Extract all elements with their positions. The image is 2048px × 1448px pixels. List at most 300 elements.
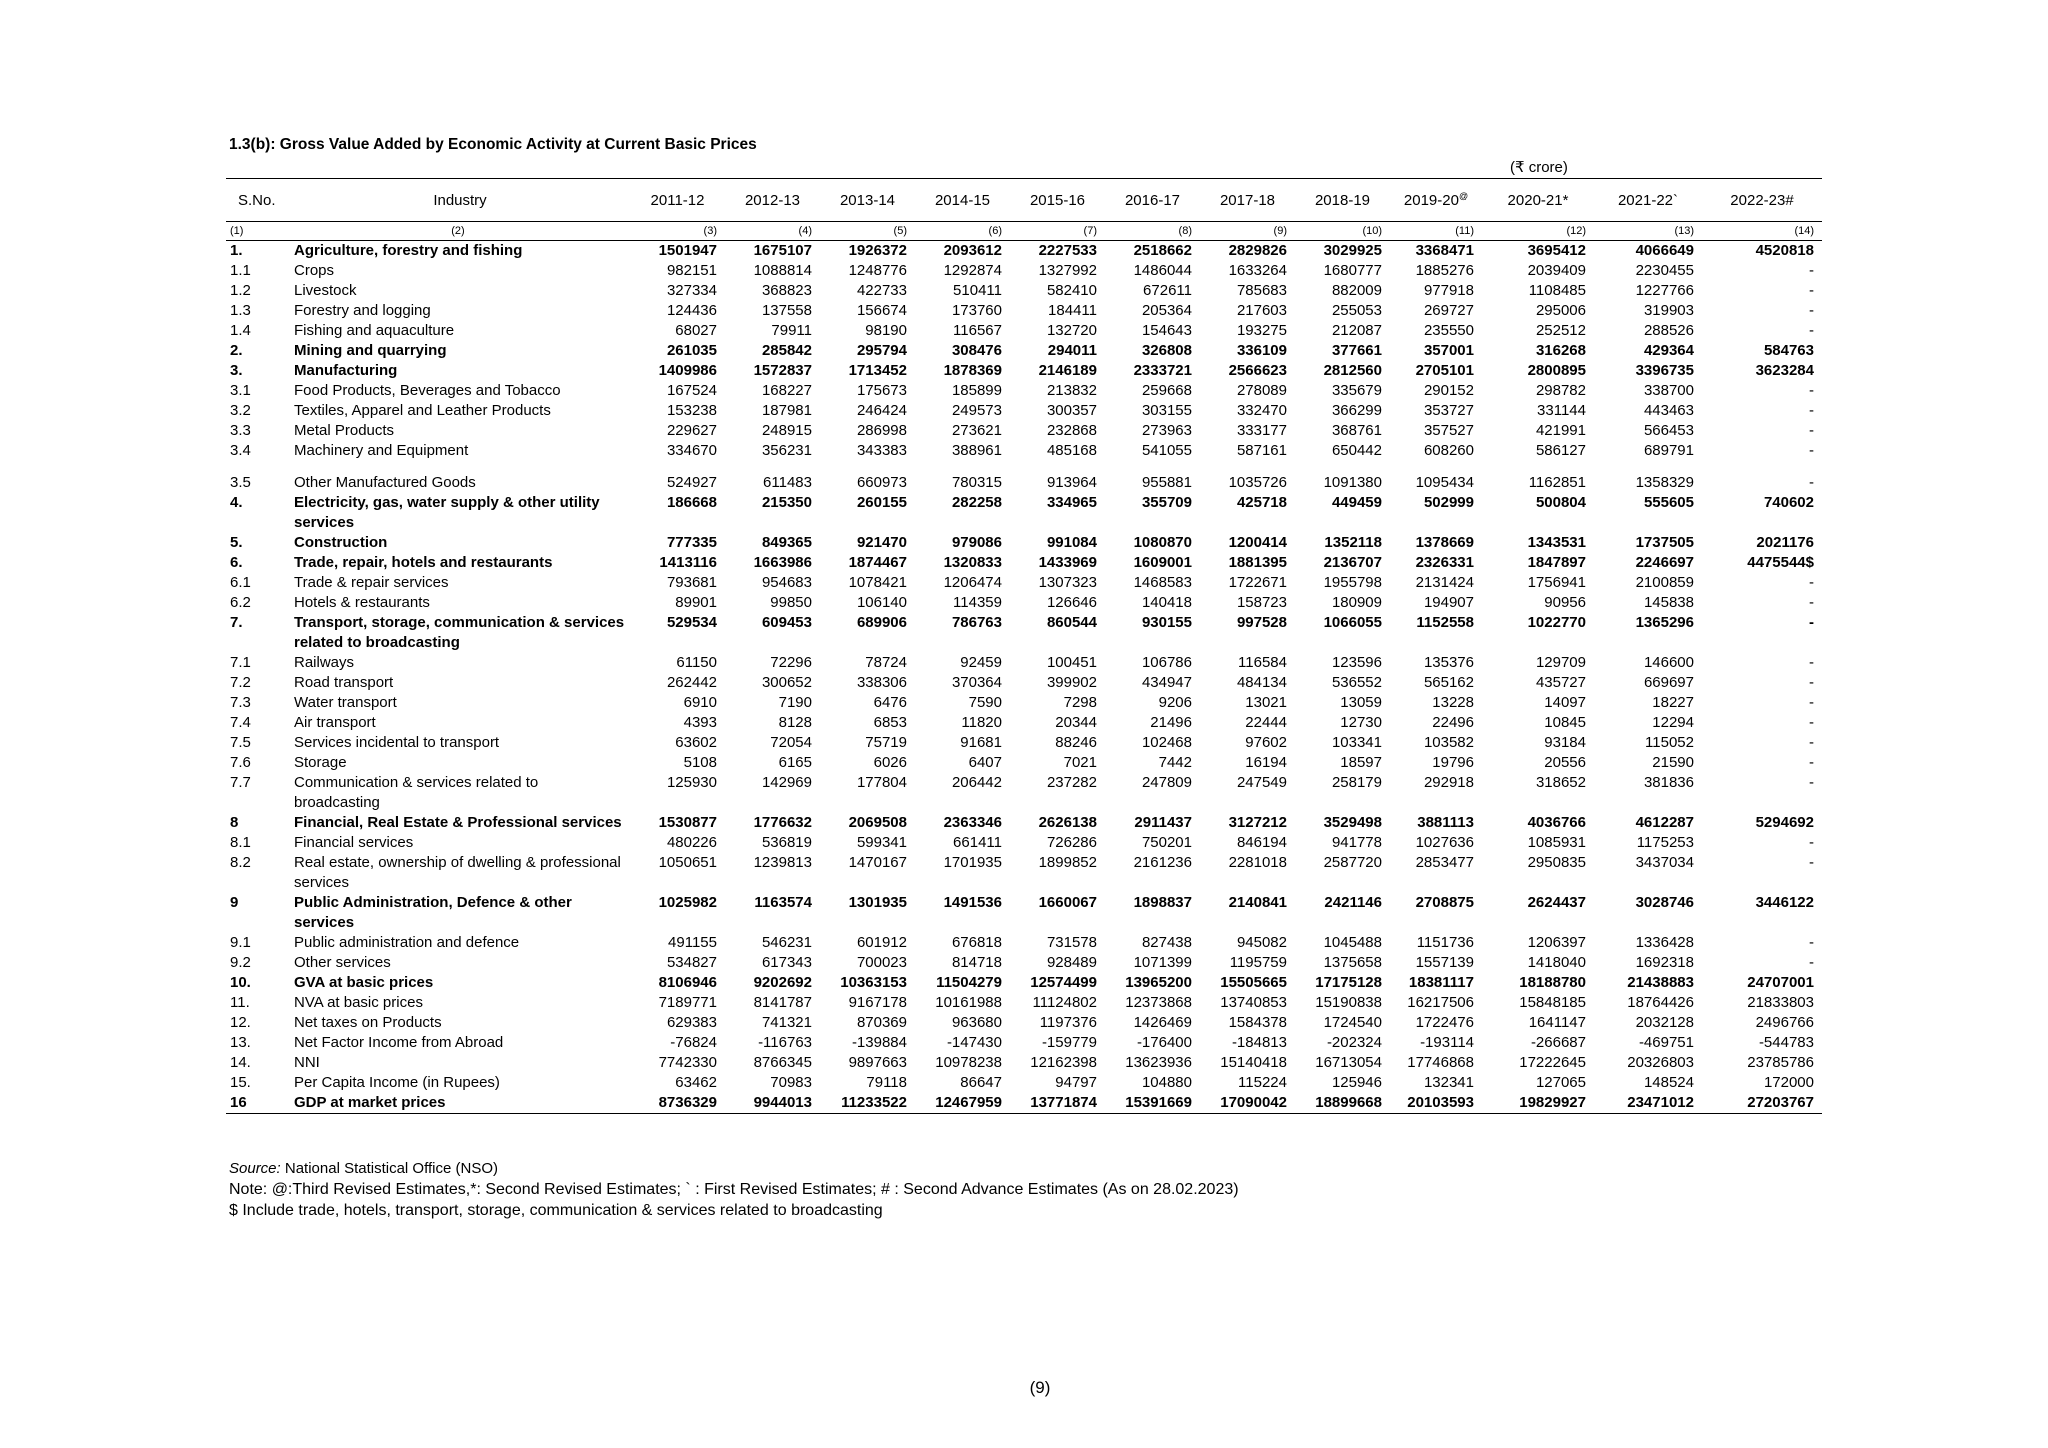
cell-industry: Net Factor Income from Abroad [294,1034,504,1051]
cell-industry: Agriculture, forestry and fishing [294,242,523,259]
cell-value: 1091380 [1323,474,1382,491]
cell-value: 1163574 [754,894,812,911]
cell-sno: 16 [226,1093,290,1114]
cell-value: 20344 [1055,714,1097,731]
cell-value: 12730 [1340,714,1382,731]
cell-value: 849365 [761,534,812,551]
cell-value: - [1809,854,1814,871]
cell-value: 1375658 [1323,954,1382,971]
cell-sno: 3.3 [230,422,251,439]
cell-value: 1713452 [848,362,907,379]
cell-value: 1248776 [848,262,907,279]
cell-sno: 5. [230,534,243,551]
cell-value: 1501947 [658,242,717,259]
table-row [226,833,1822,853]
cell-value: 3695412 [1527,242,1586,259]
cell-value: 1078421 [848,574,907,591]
cell-value: 434947 [1141,674,1192,691]
cell-value: 2496766 [1755,1014,1814,1031]
cell-value: 941778 [1331,834,1382,851]
cell-value: - [1809,282,1814,299]
cell-value: - [1809,754,1814,771]
cell-value: - [1809,734,1814,751]
cell-industry: NVA at basic prices [294,994,423,1011]
header-year: 2021-22` [1594,179,1702,222]
cell-value: 16713054 [1315,1054,1382,1071]
cell-value: 335679 [1331,382,1382,399]
cell-value: 332470 [1236,402,1287,419]
cell-value: - [1809,302,1814,319]
cell-value: 61150 [676,654,717,671]
table-row [226,853,1822,893]
cell-industry: Financial services [294,834,414,851]
cell-value: 260155 [856,494,907,511]
cell-value: 2021176 [1756,534,1814,551]
cell-value: 2800895 [1527,362,1586,379]
header-industry: Industry [290,179,630,222]
col-index: (12) [1482,222,1594,241]
cell-value: 327334 [666,282,717,299]
cell-value: 780315 [951,474,1002,491]
cell-value: 650442 [1331,442,1382,459]
cell-value: 599341 [856,834,907,851]
cell-value: 97602 [1245,734,1287,751]
cell-value: 123596 [1331,654,1382,671]
cell-value: 1737505 [1635,534,1694,551]
cell-value: 124436 [666,302,717,319]
table-row [226,813,1822,833]
cell-value: 353727 [1423,402,1474,419]
cell-value: 303155 [1141,402,1192,419]
cell-value: 555605 [1643,494,1694,511]
cell-value: 1080870 [1133,534,1192,551]
cell-value: 135376 [1423,654,1474,671]
cell-value: 672611 [1143,282,1192,299]
header-year: 2016-17 [1105,179,1200,222]
table-row [226,281,1822,301]
header-year: 2015-16 [1010,179,1105,222]
cell-sno: 3.1 [230,382,251,399]
cell-value: 2281018 [1228,854,1287,871]
cell-value: 2708875 [1415,894,1474,911]
cell-value: 2227533 [1038,242,1097,259]
cell-value: 1085931 [1527,834,1586,851]
cell-value: 316268 [1535,342,1586,359]
cell-value: -202324 [1326,1034,1382,1051]
table-row [226,401,1822,421]
cell-value: 21590 [1652,754,1694,771]
table-row [226,713,1822,733]
cell-value: 1418040 [1527,954,1586,971]
cell-value: 2950835 [1527,854,1586,871]
cell-value: 601912 [856,934,907,951]
cell-value: 13740853 [1220,994,1287,1011]
table-row [226,361,1822,381]
cell-value: 2136707 [1323,554,1382,571]
cell-sno: 7.4 [230,714,251,731]
cell-value: 676818 [951,934,1002,951]
cell-value: 298782 [1535,382,1586,399]
table-row [226,613,1822,653]
cell-value: - [1809,422,1814,439]
cell-industry: Railways [294,654,355,671]
cell-value: - [1809,714,1814,731]
cell-sno: 14. [230,1054,251,1071]
col-index: (11) [1390,222,1482,241]
cell-value: - [1809,474,1814,491]
cell-value: -116763 [758,1034,812,1051]
cell-value: - [1809,954,1814,971]
col-index: (7) [1010,222,1105,241]
cell-value: 106786 [1141,654,1192,671]
cell-value: 273621 [951,422,1002,439]
cell-industry: Per Capita Income (in Rupees) [294,1074,500,1091]
cell-value: 1847897 [1527,554,1586,571]
cell-value: - [1809,322,1814,339]
cell-value: 370364 [951,674,1002,691]
cell-industry: Air transport [294,714,376,731]
cell-value: 1239813 [753,854,812,871]
cell-sno: 1.4 [230,322,251,339]
cell-value: 1722476 [1415,1014,1474,1031]
cell-value: 4036766 [1527,814,1586,831]
header-year-sup: @ [1458,191,1469,201]
cell-value: 1095434 [1415,474,1474,491]
cell-value: 290152 [1423,382,1474,399]
cell-value: 285842 [761,342,812,359]
table-row [226,241,1822,262]
cell-value: 6165 [778,754,812,771]
cell-value: 20103593 [1390,1093,1482,1114]
cell-industry: Net taxes on Products [294,1014,442,1031]
cell-value: 326808 [1141,342,1192,359]
cell-value: 129709 [1535,654,1586,671]
cell-value: 11233522 [820,1093,915,1114]
table-row [226,493,1822,533]
table-row [226,321,1822,341]
cell-value: 2705101 [1415,362,1474,379]
cell-value: 1409986 [658,362,717,379]
cell-value: 11820 [961,714,1002,731]
cell-value: 158723 [1236,594,1287,611]
cell-value: 740602 [1763,494,1814,511]
notes [229,1158,1239,1221]
table-row [226,773,1822,813]
cell-sno: 8 [230,814,239,831]
cell-value: 1151736 [1416,934,1474,951]
cell-value: 86647 [960,1074,1002,1091]
cell-value: 997528 [1236,614,1287,631]
cell-value: 4612287 [1635,814,1694,831]
cell-value: 206442 [951,774,1002,791]
cell-value: -176400 [1136,1034,1192,1051]
cell-value: 1722671 [1228,574,1287,591]
cell-value: 9206 [1158,694,1192,711]
cell-value: 429364 [1643,342,1694,359]
cell-value: 282258 [951,494,1002,511]
cell-value: 629383 [666,1014,717,1031]
cell-value: 1301935 [848,894,907,911]
cell-value: 491155 [668,934,717,951]
cell-sno: 1. [230,242,243,259]
cell-value: 814718 [951,954,1002,971]
cell-value: 1675107 [753,242,812,259]
cell-industry: Forestry and logging [294,302,431,319]
cell-value: 1885276 [1415,262,1474,279]
table-row [226,1093,1822,1114]
cell-value: 3437034 [1635,854,1694,871]
cell-sno: 8.2 [230,854,251,871]
cell-sno: 10. [230,974,251,991]
cell-value: 319903 [1643,302,1694,319]
cell-sno: 7.2 [230,674,251,691]
table-row [226,973,1822,993]
cell-value: 1874467 [848,554,907,571]
table-row [226,1033,1822,1053]
cell-value: 480226 [666,834,717,851]
col-index: (3) [630,222,725,241]
table-row [226,573,1822,593]
cell-value: 3028746 [1635,894,1694,911]
cell-industry: Hotels & restaurants [294,594,430,611]
col-index: (8) [1105,222,1200,241]
cell-value: 1433969 [1038,554,1097,571]
cell-value: 1327992 [1038,262,1097,279]
cell-value: - [1809,934,1814,951]
cell-value: 7442 [1158,754,1192,771]
col-index: (6) [915,222,1010,241]
cell-value: 156674 [856,302,907,319]
cell-value: 955881 [1141,474,1192,491]
cell-industry: Machinery and Equipment [294,442,469,459]
cell-value: 1899852 [1038,854,1097,871]
table-row [226,953,1822,973]
cell-value: 536552 [1331,674,1382,691]
cell-industry: GDP at market prices [290,1093,630,1114]
table-row [226,993,1822,1013]
cell-value: 6407 [968,754,1002,771]
col-index: (5) [820,222,915,241]
cell-value: 19796 [1432,754,1474,771]
cell-value: 98190 [865,322,907,339]
cell-value: 3446122 [1755,894,1814,911]
cell-value: 6026 [873,754,907,771]
table-row [226,1013,1822,1033]
cell-value: 700023 [856,954,907,971]
table-row [226,933,1822,953]
cell-value: - [1809,262,1814,279]
cell-value: 115052 [1645,734,1694,751]
cell-value: 4475544$ [1747,554,1814,571]
cell-value: 510411 [953,282,1002,299]
cell-value: 89901 [675,594,717,611]
cell-value: 13228 [1432,694,1474,711]
col-index: (9) [1200,222,1295,241]
cell-value: 2911437 [1134,814,1192,831]
cell-value: - [1809,654,1814,671]
cell-value: 8141787 [753,994,812,1011]
cell-industry: Trade, repair, hotels and restaurants [294,554,553,571]
cell-value: 1206474 [943,574,1002,591]
cell-value: 1050651 [658,854,717,871]
cell-value: 882009 [1331,282,1382,299]
cell-value: - [1809,674,1814,691]
cell-value: 2032128 [1635,1014,1694,1031]
header-sno: S.No. [226,179,290,222]
cell-value: 381836 [1643,774,1694,791]
cell-value: 213832 [1046,382,1097,399]
cell-value: 114359 [953,594,1002,611]
cell-value: 425718 [1236,494,1287,511]
cell-industry: Road transport [294,674,394,691]
cell-value: 1227766 [1635,282,1694,299]
cell-value: 689906 [856,614,907,631]
cell-value: 247549 [1236,774,1287,791]
cell-value: 913964 [1046,474,1097,491]
cell-value: 1572837 [753,362,812,379]
cell-value: 2230455 [1635,262,1694,279]
cell-value: 115224 [1238,1074,1287,1091]
cell-value: 215350 [761,494,812,511]
cell-value: 17222645 [1519,1054,1586,1071]
cell-value: -544783 [1758,1034,1814,1051]
cell-value: 103582 [1423,734,1474,751]
cell-value: 582410 [1046,282,1097,299]
cell-value: 2421146 [1324,894,1382,911]
cell-value: 17175128 [1315,974,1382,991]
cell-value: 24707001 [1747,974,1814,991]
cell-value: 366299 [1331,402,1382,419]
cell-value: 536819 [761,834,812,851]
cell-value: 16194 [1245,754,1287,771]
cell-value: 12467959 [915,1093,1010,1114]
cell-value: 5294692 [1755,814,1814,831]
cell-value: 10978238 [935,1054,1002,1071]
cell-value: 103341 [1331,734,1382,751]
cell-value: 1692318 [1635,954,1694,971]
cell-value: 1027636 [1415,834,1474,851]
cell-value: 99850 [770,594,812,611]
cell-value: 1776632 [753,814,812,831]
cell-value: 93184 [1544,734,1586,751]
cell-value: 9167178 [848,994,907,1011]
cell-sno: 11. [230,994,250,1011]
cell-value: 2100859 [1635,574,1694,591]
cell-value: 1898837 [1133,894,1192,911]
cell-value: 145838 [1643,594,1694,611]
cell-industry: Crops [294,262,335,279]
cell-value: - [1809,574,1814,591]
cell-value: -159779 [1041,1034,1097,1051]
cell-value: 259668 [1141,382,1192,399]
cell-value: 175673 [856,382,907,399]
cell-industry: Mining and quarrying [294,342,447,359]
col-index: (4) [725,222,820,241]
cell-value: 1365296 [1635,614,1694,631]
cell-value: 546231 [761,934,812,951]
source-text: National Statistical Office (NSO) [284,1160,499,1177]
table-row [226,461,1822,493]
cell-value: 17090042 [1200,1093,1295,1114]
cell-value: 295794 [856,342,907,359]
cell-value: 18899668 [1295,1093,1390,1114]
cell-value: - [1809,442,1814,459]
cell-value: 294011 [1047,342,1097,359]
cell-value: 249573 [951,402,1002,419]
cell-value: 9944013 [725,1093,820,1114]
cell-value: -139884 [851,1034,907,1051]
cell-value: 6910 [683,694,717,711]
cell-value: 945082 [1236,934,1287,951]
cell-sno: 6. [230,554,243,571]
cell-value: 846194 [1236,834,1287,851]
cell-value: 167524 [666,382,717,399]
cell-value: 14097 [1544,694,1586,711]
cell-value: 793681 [666,574,717,591]
cell-value: 485168 [1046,442,1097,459]
table-row [226,301,1822,321]
cell-value: 333177 [1236,422,1287,439]
cell-value: 185899 [951,382,1002,399]
cell-value: 2039409 [1527,262,1586,279]
header-year: 2014-15 [915,179,1010,222]
cell-value: 75719 [865,734,907,751]
cell-value: 1071399 [1133,954,1192,971]
cell-value: 92459 [960,654,1002,671]
cell-value: 21833803 [1747,994,1814,1011]
cell-sno: 4. [230,494,243,511]
cell-value: 443463 [1643,402,1694,419]
cell-sno: 3.2 [230,402,251,419]
cell-sno: 13. [230,1034,251,1051]
cell-value: 142969 [761,774,812,791]
table-row [226,441,1822,461]
cell-value: 9202692 [753,974,812,991]
cell-value: 2626138 [1038,814,1097,831]
cell-value: 262442 [666,674,717,691]
cell-value: 334670 [666,442,717,459]
cell-value: - [1809,402,1814,419]
cell-value: 18764426 [1627,994,1694,1011]
cell-value: 16217506 [1407,994,1474,1011]
cell-value: 177804 [856,774,907,791]
cell-value: 7190 [778,694,812,711]
cell-value: 186668 [666,494,717,511]
cell-value: 2518662 [1133,242,1192,259]
cell-value: 288526 [1643,322,1694,339]
table-row [226,381,1822,401]
cell-value: -469751 [1638,1034,1694,1051]
cell-industry: Livestock [294,282,357,299]
cell-sno: 3. [230,362,243,379]
cell-industry: Food Products, Beverages and Tobacco [294,382,561,399]
cell-value: 21438883 [1627,974,1694,991]
cell-industry: Water transport [294,694,397,711]
cell-value: 5108 [683,754,717,771]
cell-value: 3368471 [1415,242,1474,259]
cell-value: 90956 [1544,594,1586,611]
cell-value: 1680777 [1323,262,1382,279]
cell-value: 217603 [1236,302,1287,319]
cell-value: 292918 [1423,774,1474,791]
header-year [1390,179,1482,222]
cell-value: 1724540 [1323,1014,1382,1031]
cell-sno: 3.4 [230,442,251,459]
table-row [226,553,1822,573]
cell-sno: 3.5 [230,474,251,491]
table-row [226,673,1822,693]
cell-value: 12294 [1652,714,1694,731]
